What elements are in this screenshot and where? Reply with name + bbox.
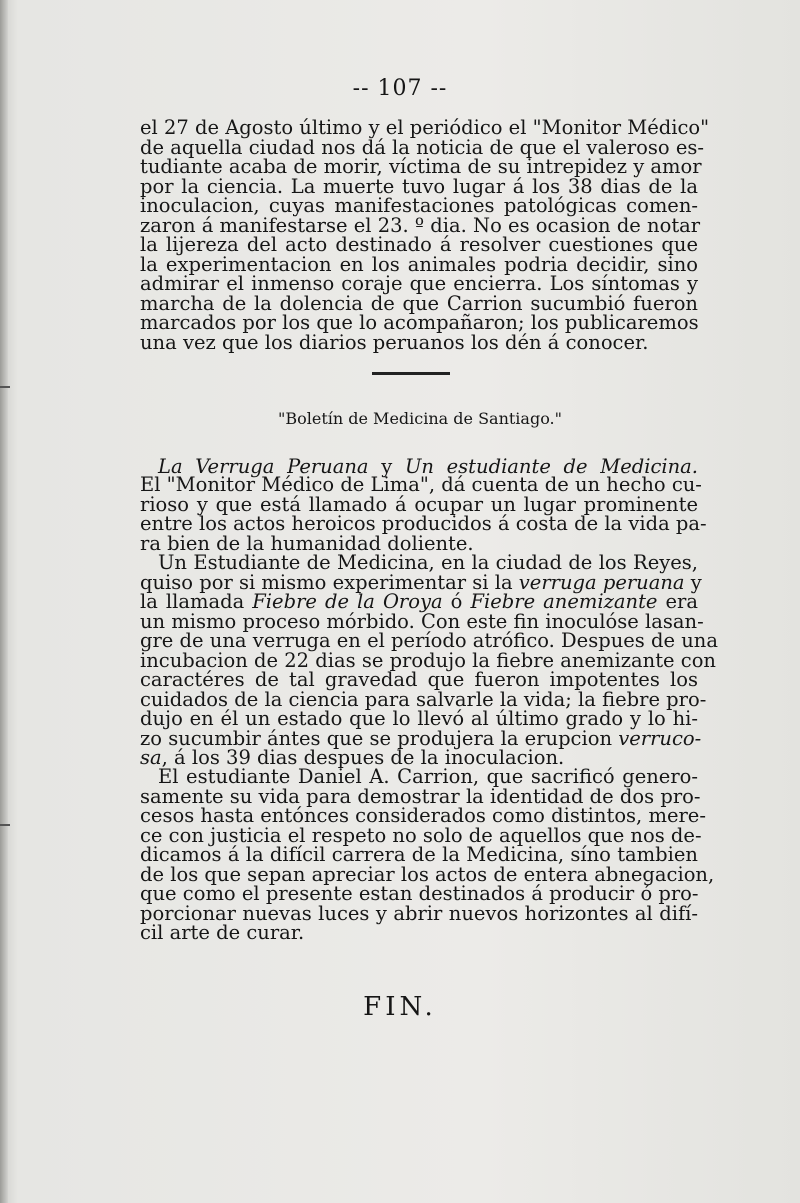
text-line: tudiante acaba de morir, víctima de su intrepidez y amor bbox=[140, 155, 702, 178]
text-line: admirar el inmenso coraje que encierra. Los síntomas y bbox=[140, 272, 698, 295]
heading-connector: y bbox=[381, 455, 393, 478]
text-line: Un Estudiante de Medicina, en la ciudad de los Reyes, bbox=[158, 551, 698, 574]
text-line: ce con justicia el respeto no solo de aquellos que nos de- bbox=[140, 823, 702, 847]
text-line: por la ciencia. La muerte tuvo lugar á los 38 dias de la bbox=[140, 174, 698, 198]
heading-title-2: Un estudiante de Medicina. bbox=[404, 455, 699, 478]
text-line: cuidados de la ciencia para salvarle la vida; la fiebre pro- bbox=[140, 687, 707, 711]
text-line: que como el presente estan destinados á producir ó pro- bbox=[140, 882, 699, 905]
text-line: cesos hasta entónces considerados como distintos, mere- bbox=[140, 804, 706, 827]
text-line: la lijereza del acto destinado á resolver cuestiones que bbox=[140, 233, 698, 256]
text-line: dicamos á la difícil carrera de la Medicina, síno tambien bbox=[140, 843, 698, 866]
text-line: inoculacion, cuyas manifestaciones patológicas comen- bbox=[140, 194, 698, 217]
text-line: el 27 de Agosto último y el periódico el "Monitor Médico" bbox=[140, 116, 710, 139]
source-citation: "Boletín de Medicina de Santiago." bbox=[277, 409, 562, 428]
text-line: El estudiante Daniel A. Carrion, que sacrificó genero- bbox=[158, 765, 698, 788]
text-line: de aquella ciudad nos dá la noticia de que el valeroso es- bbox=[140, 135, 704, 159]
text-line: cil arte de curar. bbox=[140, 921, 305, 944]
text-line: caractéres de tal gravedad que fueron impotentes los bbox=[140, 668, 698, 691]
text-line: marcha de la dolencia de que Carrion sucumbió fueron bbox=[140, 291, 698, 315]
text-line: ra bien de la humanidad doliente. bbox=[140, 531, 474, 555]
end-mark: FIN. bbox=[363, 992, 437, 1022]
text-line: El "Monitor Médico de Lima", dá cuenta de un hecho cu- bbox=[140, 473, 702, 496]
page-binding-edge bbox=[0, 0, 8, 1203]
text-line: samente su vida para demostrar la identidad de dos pro- bbox=[140, 784, 701, 808]
page-number: -- 107 -- bbox=[352, 76, 448, 101]
text-line: sa, á los 39 dias despues de la inoculacion. bbox=[140, 746, 565, 769]
text-line: marcados por los que lo acompañaron; los publicaremos bbox=[140, 311, 699, 334]
heading-title-1: La Verruga Peruana bbox=[158, 455, 369, 478]
margin-mark bbox=[0, 824, 10, 826]
text-line: un mismo proceso mórbido. Con este fin inoculóse lasan- bbox=[140, 609, 704, 633]
text-line: gre de una verruga en el período atrófico. Despues de una bbox=[140, 629, 718, 652]
text-line: de los que sepan apreciar los actos de entera abnegacion, bbox=[140, 862, 715, 886]
text-line: dujo en él un estado que lo llevó al último grado y lo hi- bbox=[140, 707, 698, 730]
text-line: la experimentacion en los animales podria decidir, sino bbox=[140, 252, 698, 276]
text-line: zo sucumbir ántes que se produjera la erupcion verruco- bbox=[140, 726, 702, 750]
text-line: quiso por si mismo experimentar si la verruga peruana y bbox=[140, 570, 702, 594]
text-line: entre los actos heroicos producidos á costa de la vida pa- bbox=[140, 512, 707, 535]
text-line: la llamada Fiebre de la Oroya ó Fiebre anemizante era bbox=[140, 590, 698, 613]
section-divider bbox=[372, 372, 450, 375]
text-line: una vez que los diarios peruanos los dén á conocer. bbox=[140, 330, 649, 354]
text-line: porcionar nuevas luces y abrir nuevos horizontes al difí- bbox=[140, 901, 698, 925]
text-line: rioso y que está llamado á ocupar un lugar prominente bbox=[140, 492, 698, 516]
margin-mark bbox=[0, 386, 10, 388]
text-line: incubacion de 22 dias se produjo la fiebre anemizante con bbox=[140, 648, 716, 672]
text-line: zaron á manifestarse el 23. º dia. No es ocasion de notar bbox=[140, 213, 701, 237]
